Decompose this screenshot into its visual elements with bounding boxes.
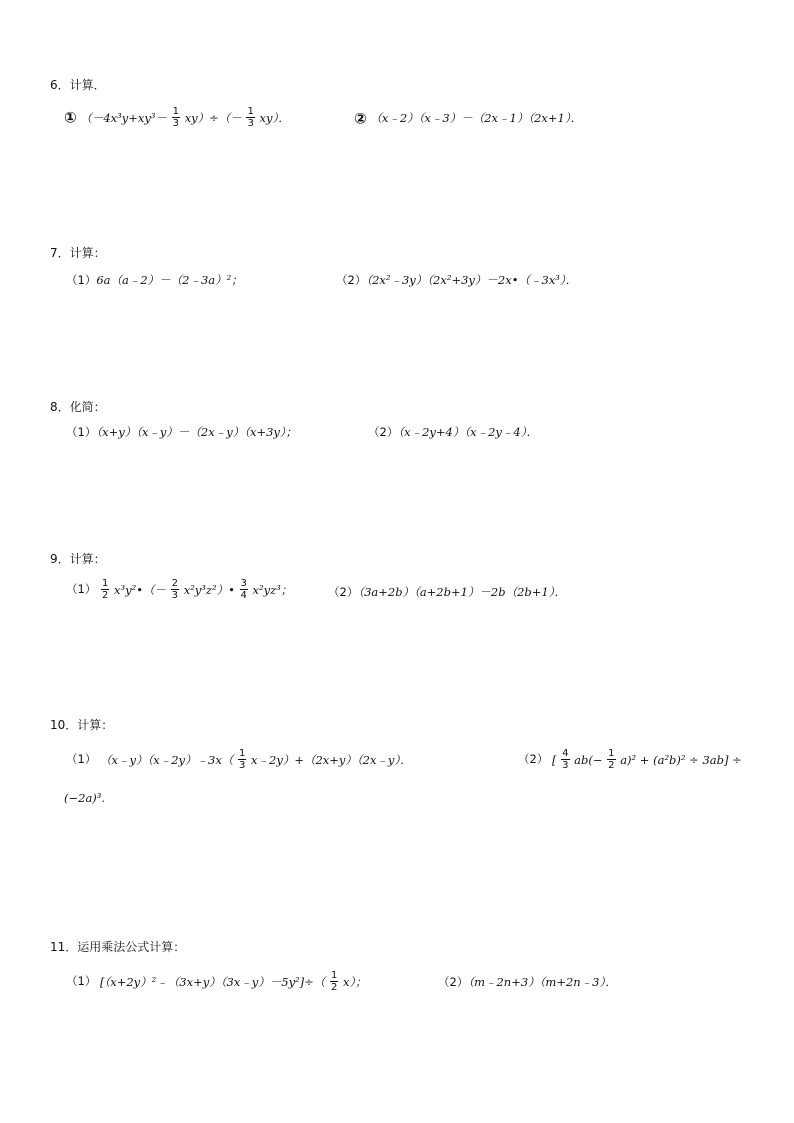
fraction: $\frac{2}{3}$ bbox=[171, 578, 179, 601]
expr-post: x﹣2y）+（2x+y）（2x﹣y）． bbox=[251, 752, 412, 767]
expr: （2x²﹣3y）（2x²+3y）－2x•（﹣3x³）． bbox=[366, 273, 578, 287]
problem-7-title bbox=[50, 244, 106, 261]
problem-11-part-2 bbox=[438, 972, 617, 992]
part-label: ② bbox=[354, 109, 367, 128]
problem-number: 11． bbox=[50, 940, 78, 954]
problem-6-title bbox=[50, 76, 106, 93]
part-label: （1） bbox=[66, 425, 97, 439]
expr-post: xy）． bbox=[259, 110, 290, 125]
part-label: ① bbox=[64, 108, 77, 127]
problem-6-part-1 bbox=[64, 106, 290, 129]
expr-pre: [（x+2y）²﹣（3x+y）（3x﹣y）－5y²]÷（ bbox=[99, 974, 326, 989]
expr: （x+y）（x﹣y）－（2x﹣y）（x+3y）； bbox=[96, 425, 298, 439]
part-label: （1） bbox=[66, 582, 97, 596]
problem-11-part-1 bbox=[66, 970, 367, 993]
part-label: （2） bbox=[328, 585, 359, 599]
problem-instruction: 计算： bbox=[77, 718, 114, 732]
expr-b: x²y³z²）• bbox=[183, 582, 235, 597]
expr-a: x³y²•（－ bbox=[114, 582, 167, 597]
problem-number: 10． bbox=[50, 718, 78, 732]
problem-7-part-2 bbox=[336, 270, 577, 290]
part-label: （2） bbox=[368, 425, 399, 439]
fraction: $\frac{1}{2}$ bbox=[101, 578, 109, 601]
fraction: $\frac{1}{3}$ bbox=[172, 106, 180, 129]
problem-8-part-1 bbox=[66, 422, 297, 442]
part-label: （1） bbox=[66, 974, 97, 988]
part-label: （1） bbox=[66, 273, 97, 287]
expr-post: x）； bbox=[342, 974, 367, 989]
problem-instruction: 计算： bbox=[69, 246, 106, 260]
expr-pre: [ bbox=[551, 752, 557, 767]
fraction: $\frac{1}{3}$ bbox=[238, 748, 246, 771]
expr-mid: xy）÷（－ bbox=[184, 110, 242, 125]
problem-number: 9． bbox=[50, 552, 70, 566]
part-label: （2） bbox=[518, 752, 549, 766]
expr-pre: （－4x³y+xy³－ bbox=[80, 110, 167, 125]
expr-mid: ab(− bbox=[574, 752, 603, 767]
problem-instruction: 计算： bbox=[69, 552, 106, 566]
expr-pre: （x﹣y）（x﹣2y）﹣3x（ bbox=[99, 752, 234, 767]
expr: （x﹣2）（x﹣3）－（2x﹣1）（2x+1）． bbox=[370, 111, 583, 125]
problem-instruction: 计算． bbox=[69, 78, 106, 92]
expr: 6a（a﹣2）－（2﹣3a）²； bbox=[96, 273, 243, 287]
problem-number: 8． bbox=[50, 400, 70, 414]
fraction: $\frac{1}{2}$ bbox=[608, 748, 615, 771]
problem-9-part-2 bbox=[328, 582, 566, 602]
problem-instruction: 化简： bbox=[69, 400, 106, 414]
expr: （x﹣2y+4）（x﹣2y﹣4）． bbox=[398, 425, 538, 439]
part-label: （2） bbox=[336, 273, 367, 287]
problem-11-title bbox=[50, 938, 185, 955]
expr-post: a)² + (a²b)² ÷ 3ab] ÷ bbox=[620, 752, 742, 767]
fraction: $\frac{3}{4}$ bbox=[240, 578, 247, 601]
problem-7-part-1 bbox=[66, 270, 243, 290]
part-label: （2） bbox=[438, 975, 469, 989]
problem-10-title bbox=[50, 716, 113, 733]
problem-10-part-1 bbox=[66, 748, 412, 771]
problem-9-part-1 bbox=[66, 578, 292, 601]
expr-cont: (−2a)³. bbox=[64, 791, 106, 805]
expr-c: x²yz³； bbox=[252, 582, 293, 597]
problem-8-part-2 bbox=[368, 422, 538, 442]
problem-number: 6． bbox=[50, 78, 70, 92]
problem-8-title bbox=[50, 398, 106, 415]
fraction: $\frac{1}{3}$ bbox=[247, 106, 254, 129]
problem-10-part-2-continuation bbox=[64, 788, 105, 808]
problem-10-part-2 bbox=[518, 748, 742, 771]
expr: （m﹣2n+3）（m+2n﹣3）． bbox=[468, 975, 617, 989]
fraction: $\frac{1}{2}$ bbox=[330, 970, 338, 993]
problem-number: 7． bbox=[50, 246, 70, 260]
problem-9-title bbox=[50, 550, 106, 567]
fraction: $\frac{4}{3}$ bbox=[562, 748, 569, 771]
expr: （3a+2b）（a+2b+1）－2b（2b+1）． bbox=[358, 585, 566, 599]
part-label: （1） bbox=[66, 752, 97, 766]
problem-instruction: 运用乘法公式计算： bbox=[77, 940, 186, 954]
problem-6-part-2 bbox=[354, 108, 582, 129]
